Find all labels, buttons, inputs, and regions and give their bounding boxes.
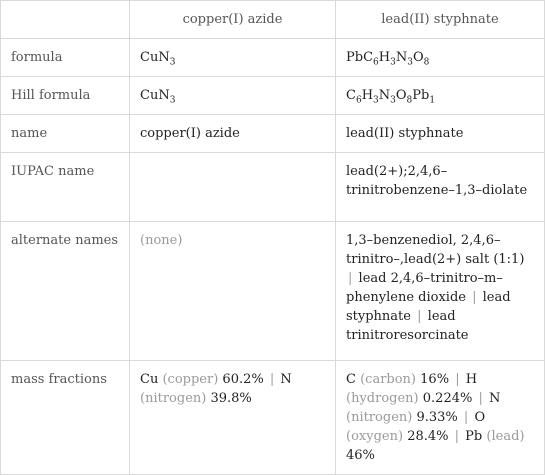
formula-subscript: 3 bbox=[407, 57, 413, 68]
element-name: (carbon) bbox=[360, 372, 417, 387]
formula-lead-styphnate bbox=[336, 39, 545, 77]
row-label-iupac-name: IUPAC name bbox=[1, 153, 130, 222]
formula-text: PbC bbox=[346, 50, 374, 65]
formula-text: N bbox=[395, 50, 408, 65]
separator: | bbox=[348, 271, 353, 286]
element-percent: 39.8% bbox=[210, 391, 252, 406]
element-percent: 28.4% bbox=[407, 429, 449, 444]
mass-fractions-lead-styphnate bbox=[336, 361, 545, 475]
alternate-names-lead-styphnate bbox=[336, 222, 545, 361]
row-label-name: name bbox=[1, 115, 130, 153]
header-row bbox=[1, 1, 545, 39]
formula-text: N bbox=[378, 88, 391, 103]
hill-formula-lead-styphnate bbox=[336, 77, 545, 115]
row-name bbox=[1, 115, 545, 153]
row-alternate-names bbox=[1, 222, 545, 361]
element-name: (nitrogen) bbox=[140, 391, 207, 406]
alternate-names-copper-azide: (none) bbox=[130, 222, 336, 361]
element-symbol: O bbox=[474, 410, 486, 425]
separator: | bbox=[478, 391, 483, 406]
row-mass-fractions bbox=[1, 361, 545, 475]
formula-text: C bbox=[346, 88, 356, 103]
element-name: (nitrogen) bbox=[346, 410, 413, 425]
separator: | bbox=[454, 429, 460, 444]
element-symbol: Pb bbox=[465, 429, 483, 444]
formula-subscript: 3 bbox=[169, 57, 176, 68]
formula-text: O bbox=[412, 50, 424, 65]
element-percent: 60.2% bbox=[222, 372, 264, 387]
element-name: (copper) bbox=[162, 372, 219, 387]
separator: | bbox=[417, 309, 422, 324]
element-symbol: C bbox=[346, 372, 356, 387]
mass-fraction-item bbox=[346, 372, 449, 387]
element-symbol: H bbox=[465, 372, 478, 387]
formula-subscript: 3 bbox=[390, 57, 396, 68]
row-hill-formula bbox=[1, 77, 545, 115]
element-symbol: N bbox=[280, 372, 292, 387]
row-label-hill-formula: Hill formula bbox=[1, 77, 130, 115]
element-percent: 9.33% bbox=[416, 410, 458, 425]
formula-subscript: 1 bbox=[429, 95, 436, 106]
element-percent: 16% bbox=[420, 372, 450, 387]
iupac-name-copper-azide bbox=[130, 153, 336, 222]
separator: | bbox=[463, 410, 469, 425]
row-formula bbox=[1, 39, 545, 77]
element-name: (lead) bbox=[486, 429, 525, 444]
hill-formula-copper-azide bbox=[130, 77, 336, 115]
separator: | bbox=[455, 372, 460, 387]
name-copper-azide: copper(I) azide bbox=[130, 115, 336, 153]
formula-subscript: 8 bbox=[406, 95, 413, 106]
column-header-lead-styphnate: lead(II) styphnate bbox=[336, 1, 545, 39]
row-label-alternate-names: alternate names bbox=[1, 222, 130, 361]
row-label-mass-fractions: mass fractions bbox=[1, 361, 130, 475]
element-name: (hydrogen) bbox=[346, 391, 419, 406]
formula-subscript: 3 bbox=[169, 95, 176, 106]
row-iupac-name bbox=[1, 153, 545, 222]
element-symbol: N bbox=[489, 391, 501, 406]
formula-copper-azide bbox=[130, 39, 336, 77]
element-percent: 0.224% bbox=[422, 391, 473, 406]
formula-subscript: 6 bbox=[355, 95, 362, 106]
formula-subscript: 3 bbox=[373, 95, 379, 106]
iupac-name-lead-styphnate: lead(2+);2,4,6–trinitrobenzene–1,3–diolate bbox=[336, 153, 545, 222]
separator: | bbox=[269, 372, 275, 387]
formula-text: Pb bbox=[412, 88, 430, 103]
column-header-copper-azide: copper(I) azide bbox=[130, 1, 336, 39]
formula-text: H bbox=[378, 50, 391, 65]
formula-subscript: 6 bbox=[373, 57, 379, 68]
mass-fractions-copper-azide bbox=[130, 361, 336, 475]
corner-cell bbox=[1, 1, 130, 39]
element-percent: 46% bbox=[346, 448, 375, 463]
element-name: (oxygen) bbox=[346, 429, 404, 444]
separator: | bbox=[472, 290, 477, 305]
alternate-name-item: lead 2,4,6–trinitro–m–phenylene dioxide bbox=[346, 271, 503, 305]
formula-text: H bbox=[361, 88, 374, 103]
element-symbol: Cu bbox=[140, 372, 159, 387]
alternate-name-item: 1,3–benzenediol, 2,4,6–trinitro–,lead(2+) salt (1:1) bbox=[346, 233, 525, 267]
alternate-name-item: lead styphnate bbox=[346, 290, 511, 324]
name-lead-styphnate: lead(II) styphnate bbox=[336, 115, 545, 153]
formula-text: O bbox=[395, 88, 407, 103]
row-label-formula: formula bbox=[1, 39, 130, 77]
formula-text: CuN bbox=[140, 88, 170, 103]
mass-fraction-item bbox=[140, 372, 264, 387]
alternate-name-item: lead trinitroresorcinate bbox=[346, 309, 469, 343]
formula-subscript: 3 bbox=[390, 95, 396, 106]
formula-subscript: 8 bbox=[423, 57, 430, 68]
formula-text: CuN bbox=[140, 50, 170, 65]
